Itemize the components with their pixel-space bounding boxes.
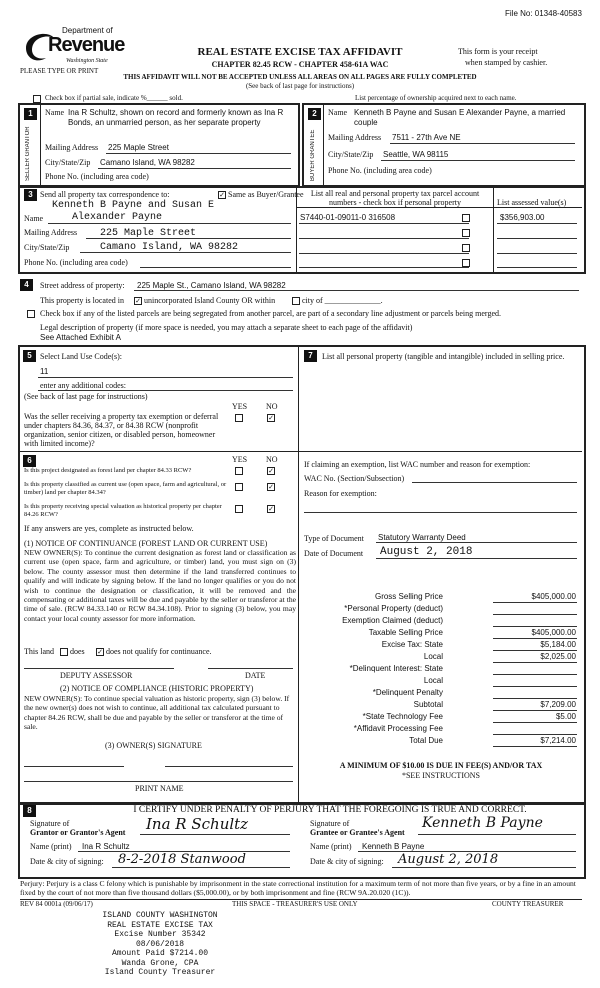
land-does-not-text: does not qualify for continuance. [106, 647, 212, 656]
tax-row-value[interactable]: $5,184.00 [540, 640, 576, 649]
segregate-text: Check box if any of the listed parcels are being segregated from another parcel, are part of a secondary line adjustment or parcels being merged. [40, 309, 501, 318]
doc-type-line [376, 542, 577, 543]
buyer-city-label: City/State/Zip [328, 150, 374, 159]
assessed-line-4 [497, 267, 577, 268]
tax-row-value[interactable]: $405,000.00 [531, 628, 576, 637]
corr-name-line2[interactable]: Alexander Payne [72, 212, 163, 223]
same-as-buyer-checkbox[interactable]: ✓ [219, 191, 225, 199]
parcel-line-3 [299, 253, 469, 254]
buyer-phone-label: Phone No. (including area code) [328, 166, 432, 175]
continuance-text: NEW OWNER(S): To continue the current designation as forest land or classification as current use (open space, farm and agriculture, or timber) land, you must sign on (3) below. The county assessor must then determine if the land transferred continues to qualify and will indicate by signing below. If the land no longer qualifies or you do not wish to continue the designation or classification, it will be removed and the compensating or additional taxes will be due and payable by the seller or transferor at the time of sale. (RCW 84.33.140 or RCW 84.34.108). Prior to signing (3) below, you may contact your local county assessor for more information. [24, 548, 296, 623]
tax-row-label: Gross Selling Price [374, 592, 443, 601]
section-8-number: 8 [23, 805, 36, 817]
grantee-sig-line [418, 834, 576, 835]
s5-yes-checkbox[interactable] [235, 414, 243, 422]
grantor-sig-of: Signature of [30, 819, 70, 828]
street-address-line [134, 290, 579, 291]
tax-row-line [493, 686, 577, 687]
deputy-date-label: DATE [245, 671, 266, 680]
tax-row-label: *Personal Property (deduct) [344, 604, 443, 613]
corr-phone-line [140, 267, 291, 268]
compliance-text: NEW OWNER(S): To continue special valuation as historic property, sign (3) below. If the new owner(s) does not wish to continue, all additional tax calculated pursuant to chapter 84.26 RCW, shall be due and payable by the seller or transferor at the time of sale. [24, 694, 290, 732]
personal-prop-checkbox-4[interactable] [462, 259, 470, 267]
grantee-print-value[interactable]: Kenneth B Payne [362, 842, 425, 851]
corr-city-value[interactable]: Camano Island, WA 98282 [100, 242, 239, 253]
tax-row-value[interactable]: $5.00 [555, 712, 576, 721]
tax-row-label: *Affidavit Processing Fee [353, 724, 443, 733]
continuance-heading: (1) NOTICE OF CONTINUANCE (FOREST LAND OR CURRENT USE) [24, 539, 268, 548]
sections-5-7-divider [298, 345, 299, 802]
tax-row-line [493, 614, 577, 615]
seller-city-line [98, 168, 291, 169]
s6-yes-head: YES [232, 455, 248, 464]
tax-row-label: Excise Tax: State [381, 640, 443, 649]
personal-property-label: List all personal property (tangible and intangible) included in selling price. [322, 352, 565, 361]
land-use-see-back: (See back of last page for instructions) [24, 392, 148, 401]
receipt-line2: when stamped by cashier. [465, 58, 548, 67]
seller-name-value[interactable]: Ina R Schultz, shown on record and formerly known as Ina R Bonds, an unmarried person, as her separate property [68, 108, 284, 127]
s5-yes-head: YES [232, 402, 248, 411]
dor-line2: Revenue [48, 34, 125, 56]
stamp-line: 08/06/2018 [135, 939, 184, 949]
s5-no-head: NO [266, 402, 278, 411]
tax-row-line [493, 710, 577, 711]
land-does-not-checkbox[interactable]: ✓ [97, 648, 103, 656]
doc-date-label: Date of Document [304, 549, 364, 558]
parcel-head-2: numbers - check box if personal property [329, 198, 461, 207]
tax-row-line [493, 626, 577, 627]
land-does-checkbox[interactable] [60, 648, 68, 656]
land-does-text: does [70, 647, 85, 656]
tax-row-value[interactable]: $405,000.00 [531, 592, 576, 601]
street-address-label: Street address of property: [40, 281, 125, 290]
grantor-date-label: Date & city of signing: [30, 857, 104, 866]
section-5-number: 5 [23, 350, 36, 362]
grantor-sig-line [140, 834, 290, 835]
rev-number: REV 84 0001a (09/06/17) [20, 900, 93, 908]
assessed-line-1 [497, 223, 577, 224]
exemption-reason-line [304, 512, 577, 513]
deputy-date-line [208, 668, 293, 669]
current-use-yes-checkbox[interactable] [235, 483, 243, 491]
tax-row-line [493, 662, 577, 663]
tax-row-line [493, 674, 577, 675]
tax-row-label: Subtotal [413, 700, 443, 709]
seller-city-label: City/State/Zip [45, 158, 91, 167]
owner-signature-label: (3) OWNER(S) SIGNATURE [105, 741, 202, 750]
corr-phone-label: Phone No. (including area code) [24, 258, 128, 267]
parcel-head-1: List all real and personal property tax parcel account [310, 189, 480, 198]
partial-sale-text: Check box if partial sale, indicate %______ sold. [45, 94, 183, 102]
tax-row-line [493, 746, 577, 747]
section-3-number: 3 [24, 189, 37, 201]
corr-name-line1[interactable]: Kenneth B Payne and Susan E [52, 200, 215, 211]
assessed-line-2 [497, 238, 577, 239]
stamp-line: Island County Treasurer [104, 968, 216, 977]
county-treasurer-label: COUNTY TREASURER [492, 900, 564, 908]
seller-mail-value[interactable]: 225 Maple Street [108, 143, 169, 152]
owner-sig-line-2 [165, 766, 293, 767]
seller-phone-label: Phone No. (including area code) [45, 172, 149, 181]
file-number: File No: 01348-40583 [505, 9, 582, 18]
stamp-line: ISLAND COUNTY WASHINGTON [102, 911, 218, 920]
personal-prop-checkbox-2[interactable] [462, 229, 470, 237]
stamp-line: Wanda Grone, CPA [121, 958, 199, 968]
if-yes-instructions: If any answers are yes, complete as instructed below. [24, 524, 194, 533]
tax-row-line [493, 698, 577, 699]
corr-city-label: City/State/Zip [24, 243, 70, 252]
grantor-print-label: Name (print) [30, 842, 72, 851]
tax-row-line [493, 734, 577, 735]
section-7-number: 7 [304, 350, 317, 362]
s7-rule [299, 451, 582, 452]
seller-mail-line [106, 153, 291, 154]
current-use-question: Is this property classified as current use (open space, farm and agricultural, or timber) land per chapter 84.34? [24, 481, 227, 496]
unincorporated-text: unincorporated Island County OR within [144, 296, 276, 305]
legal-description-label: Legal description of property (if more space is needed, you may attach a separate sheet to each page of the affidavit) [40, 323, 413, 332]
grantor-signature[interactable]: Ina R Schultz [146, 815, 249, 833]
corr-mail-label: Mailing Address [24, 228, 78, 237]
certify-text: I CERTIFY UNDER PENALTY OF PERJURY THAT THE FOREGOING IS TRUE AND CORRECT. [133, 805, 527, 815]
additional-codes-line [38, 390, 293, 391]
ownership-pct-text: List percentage of ownership acquired next to each name. [355, 94, 517, 102]
seller-name-label: Name [45, 108, 65, 117]
land-use-code[interactable]: 11 [40, 367, 49, 376]
section-4-number: 4 [20, 279, 33, 291]
seller-city-value[interactable]: Camano Island, WA 98282 [100, 158, 195, 167]
tax-row-label: Local [423, 652, 443, 661]
buyer-city-value[interactable]: Seattle, WA 98115 [383, 150, 449, 159]
send-tax-label: Send all property tax correspondence to: [40, 190, 170, 199]
city-of-checkbox[interactable] [292, 297, 300, 305]
grantor-print-value[interactable]: Ina R Schultz [82, 842, 130, 851]
section-1-divider [40, 103, 41, 185]
form-subtitle: CHAPTER 82.45 RCW - CHAPTER 458-61A WAC [211, 60, 389, 69]
located-in-text: This property is located in [40, 296, 124, 305]
parcel-col-divider [493, 186, 494, 272]
tax-row-label: Total Due [409, 736, 443, 745]
grantee-signature[interactable]: Kenneth B Payne [422, 815, 543, 831]
dor-logo [20, 26, 130, 68]
wac-line [412, 482, 577, 483]
grantor-date-value[interactable]: 8-2-2018 Stanwood [118, 852, 246, 867]
seller-side-label: SELLER GRANTOR [25, 126, 31, 181]
minimum-fee-text: A MINIMUM OF $10.00 IS DUE IN FEE(S) AND/OR TAX [339, 761, 543, 770]
tax-row-label: Local [423, 676, 443, 685]
forest-question: Is this project designated as forest land per chapter 84.33 RCW? [24, 467, 192, 474]
corr-mail-line [86, 238, 291, 239]
doc-date-value[interactable]: August 2, 2018 [380, 546, 473, 558]
historic-question: Is this property receiving special valuation as historical property per chapter 84.26 RCW? [24, 503, 222, 518]
historic-yes-checkbox[interactable] [235, 505, 243, 513]
tax-row-label: Exemption Claimed (deduct) [342, 616, 443, 625]
tax-row-label: *Delinquent Penalty [372, 688, 443, 697]
section-1-number: 1 [24, 108, 37, 120]
this-land-text: This land [24, 647, 54, 656]
dor-line1: Department of [62, 26, 113, 35]
section-2-number: 2 [308, 108, 321, 120]
buyer-city-line [381, 160, 575, 161]
assessed-value-1[interactable]: $356,903.00 [500, 213, 545, 222]
deputy-line [24, 668, 174, 669]
print-name-label: PRINT NAME [135, 784, 184, 793]
stamp-line: REAL ESTATE EXCISE TAX [107, 920, 213, 930]
tax-row-value[interactable]: $7,209.00 [540, 700, 576, 709]
segregate-checkbox[interactable] [27, 310, 35, 318]
tax-row-line [493, 638, 577, 639]
deputy-assessor-label: DEPUTY ASSESSOR [60, 671, 133, 680]
grantee-date-line [392, 867, 576, 868]
see-back-text: (See back of last page for instructions) [245, 82, 355, 90]
land-use-line [38, 377, 293, 378]
s6-no-head: NO [266, 455, 278, 464]
stamp-line: Excise Number 35342 [114, 930, 206, 939]
parcel-line-4 [299, 267, 469, 268]
assessed-head: List assessed value(s) [497, 198, 567, 207]
buyer-name-label: Name [328, 108, 348, 117]
exemption-claim-label: If claiming an exemption, list WAC number and reason for exemption: [304, 460, 531, 469]
tax-row-value[interactable]: $7,214.00 [540, 736, 576, 745]
warning-text: THIS AFFIDAVIT WILL NOT BE ACCEPTED UNLESS ALL AREAS ON ALL PAGES ARE FULLY COMPLETED [123, 73, 477, 81]
tax-row-line [493, 722, 577, 723]
treasurer-use-label: THIS SPACE - TREASURER'S USE ONLY [232, 900, 358, 908]
buyer-mail-line [390, 143, 575, 144]
unincorporated-checkbox[interactable]: ✓ [135, 297, 141, 305]
form-title: REAL ESTATE EXCISE TAX AFFIDAVIT [197, 46, 403, 58]
buyer-mail-value[interactable]: 7511 - 27th Ave NE [392, 133, 461, 142]
s5-no-checkbox[interactable]: ✓ [268, 414, 274, 422]
forest-yes-checkbox[interactable] [235, 467, 243, 475]
parcel-line-1 [299, 223, 469, 224]
city-of-text: city of ______________. [302, 296, 383, 305]
buyer-mail-label: Mailing Address [328, 133, 382, 142]
grantee-sig-of: Signature of [310, 819, 350, 828]
seller-mail-label: Mailing Address [45, 143, 99, 152]
corr-name-label: Name [24, 214, 44, 223]
grantee-agent-label: Grantee or Grantee's Agent [310, 828, 405, 837]
tax-row-label: *State Technology Fee [362, 712, 443, 721]
parcel-line-2 [299, 238, 469, 239]
personal-prop-checkbox-1[interactable] [462, 214, 470, 222]
tax-row-label: *Delinquent Interest: State [349, 664, 443, 673]
grantee-date-value[interactable]: August 2, 2018 [398, 852, 499, 867]
perjury-statement: Perjury: Perjury is a class C felony which is punishable by imprisonment in the state correctional institution for a maximum term of not more than five years, or by a fine in an amount fixed by the court of not more than five thousand dollars ($5,000.00), or by both imprisonment and fine (RCW 9A.20.020 (1C)). [20, 879, 576, 897]
street-address-value[interactable]: 225 Maple St., Camano Island, WA 98282 [137, 281, 286, 290]
buyer-name-value[interactable]: Kenneth B Payne and Susan E Alexander Payne, a married couple [354, 108, 566, 127]
owner-sig-line-1 [24, 766, 124, 767]
assessed-line-3 [497, 253, 577, 254]
grantor-date-line [112, 867, 290, 868]
parcel-number-1[interactable]: S7440-01-09011-0 316508 [300, 213, 396, 222]
tax-row-line [493, 602, 577, 603]
historic-no-checkbox[interactable]: ✓ [268, 505, 274, 513]
doc-type-value[interactable]: Statutory Warranty Deed [378, 533, 466, 542]
corr-mail-value[interactable]: 225 Maple Street [100, 228, 197, 239]
exemption-reason-label: Reason for exemption: [304, 489, 377, 498]
please-type: PLEASE TYPE OR PRINT [20, 67, 99, 75]
partial-sale-checkbox[interactable] [33, 95, 41, 103]
tax-row-value[interactable]: $2,025.00 [540, 652, 576, 661]
s5-s6-rule [19, 451, 299, 452]
corr-name-line [48, 223, 291, 224]
compliance-heading: (2) NOTICE OF COMPLIANCE (HISTORIC PROPERTY) [60, 684, 254, 693]
grantee-print-label: Name (print) [310, 842, 352, 851]
tax-row-label: Taxable Selling Price [368, 628, 443, 637]
treasurer-stamp [80, 911, 240, 978]
land-use-label: Select Land Use Code(s): [40, 352, 122, 361]
same-as-buyer-label: Same as Buyer/Grantee [228, 190, 304, 199]
exemption-question: Was the seller receiving a property tax exemption or deferral under chapters 84.36, 84.37, or 84.38 RCW (nonprofit organization, senior citizen, or disabled person, homeowner with limited income)? [24, 412, 219, 448]
section-2-divider [323, 103, 324, 185]
parcel-head-rule [297, 207, 582, 208]
stamp-line: Amount Paid $7214.00 [111, 949, 208, 958]
grantee-date-label: Date & city of signing: [310, 857, 384, 866]
wac-label: WAC No. (Section/Subsection) [304, 474, 405, 483]
doc-type-label: Type of Document [304, 534, 364, 543]
personal-prop-checkbox-3[interactable] [462, 244, 470, 252]
buyer-side-label: BUYER GRANTEE [310, 129, 316, 181]
section-6-number: 6 [23, 455, 36, 467]
current-use-no-checkbox[interactable]: ✓ [268, 483, 274, 491]
doc-date-line [376, 558, 577, 559]
forest-no-checkbox[interactable]: ✓ [268, 467, 274, 475]
legal-description-value[interactable]: See Attached Exhibit A [40, 333, 121, 342]
corr-city-line [80, 252, 291, 253]
print-name-line [24, 781, 293, 782]
additional-codes-label: enter any additional codes: [40, 381, 126, 390]
tax-row-line [493, 650, 577, 651]
grantor-agent-label: Grantor or Grantor's Agent [30, 828, 126, 837]
see-instructions-text: *SEE INSTRUCTIONS [401, 771, 480, 780]
receipt-line1: This form is your receipt [458, 47, 538, 56]
dor-line3: Washington State [66, 58, 108, 64]
